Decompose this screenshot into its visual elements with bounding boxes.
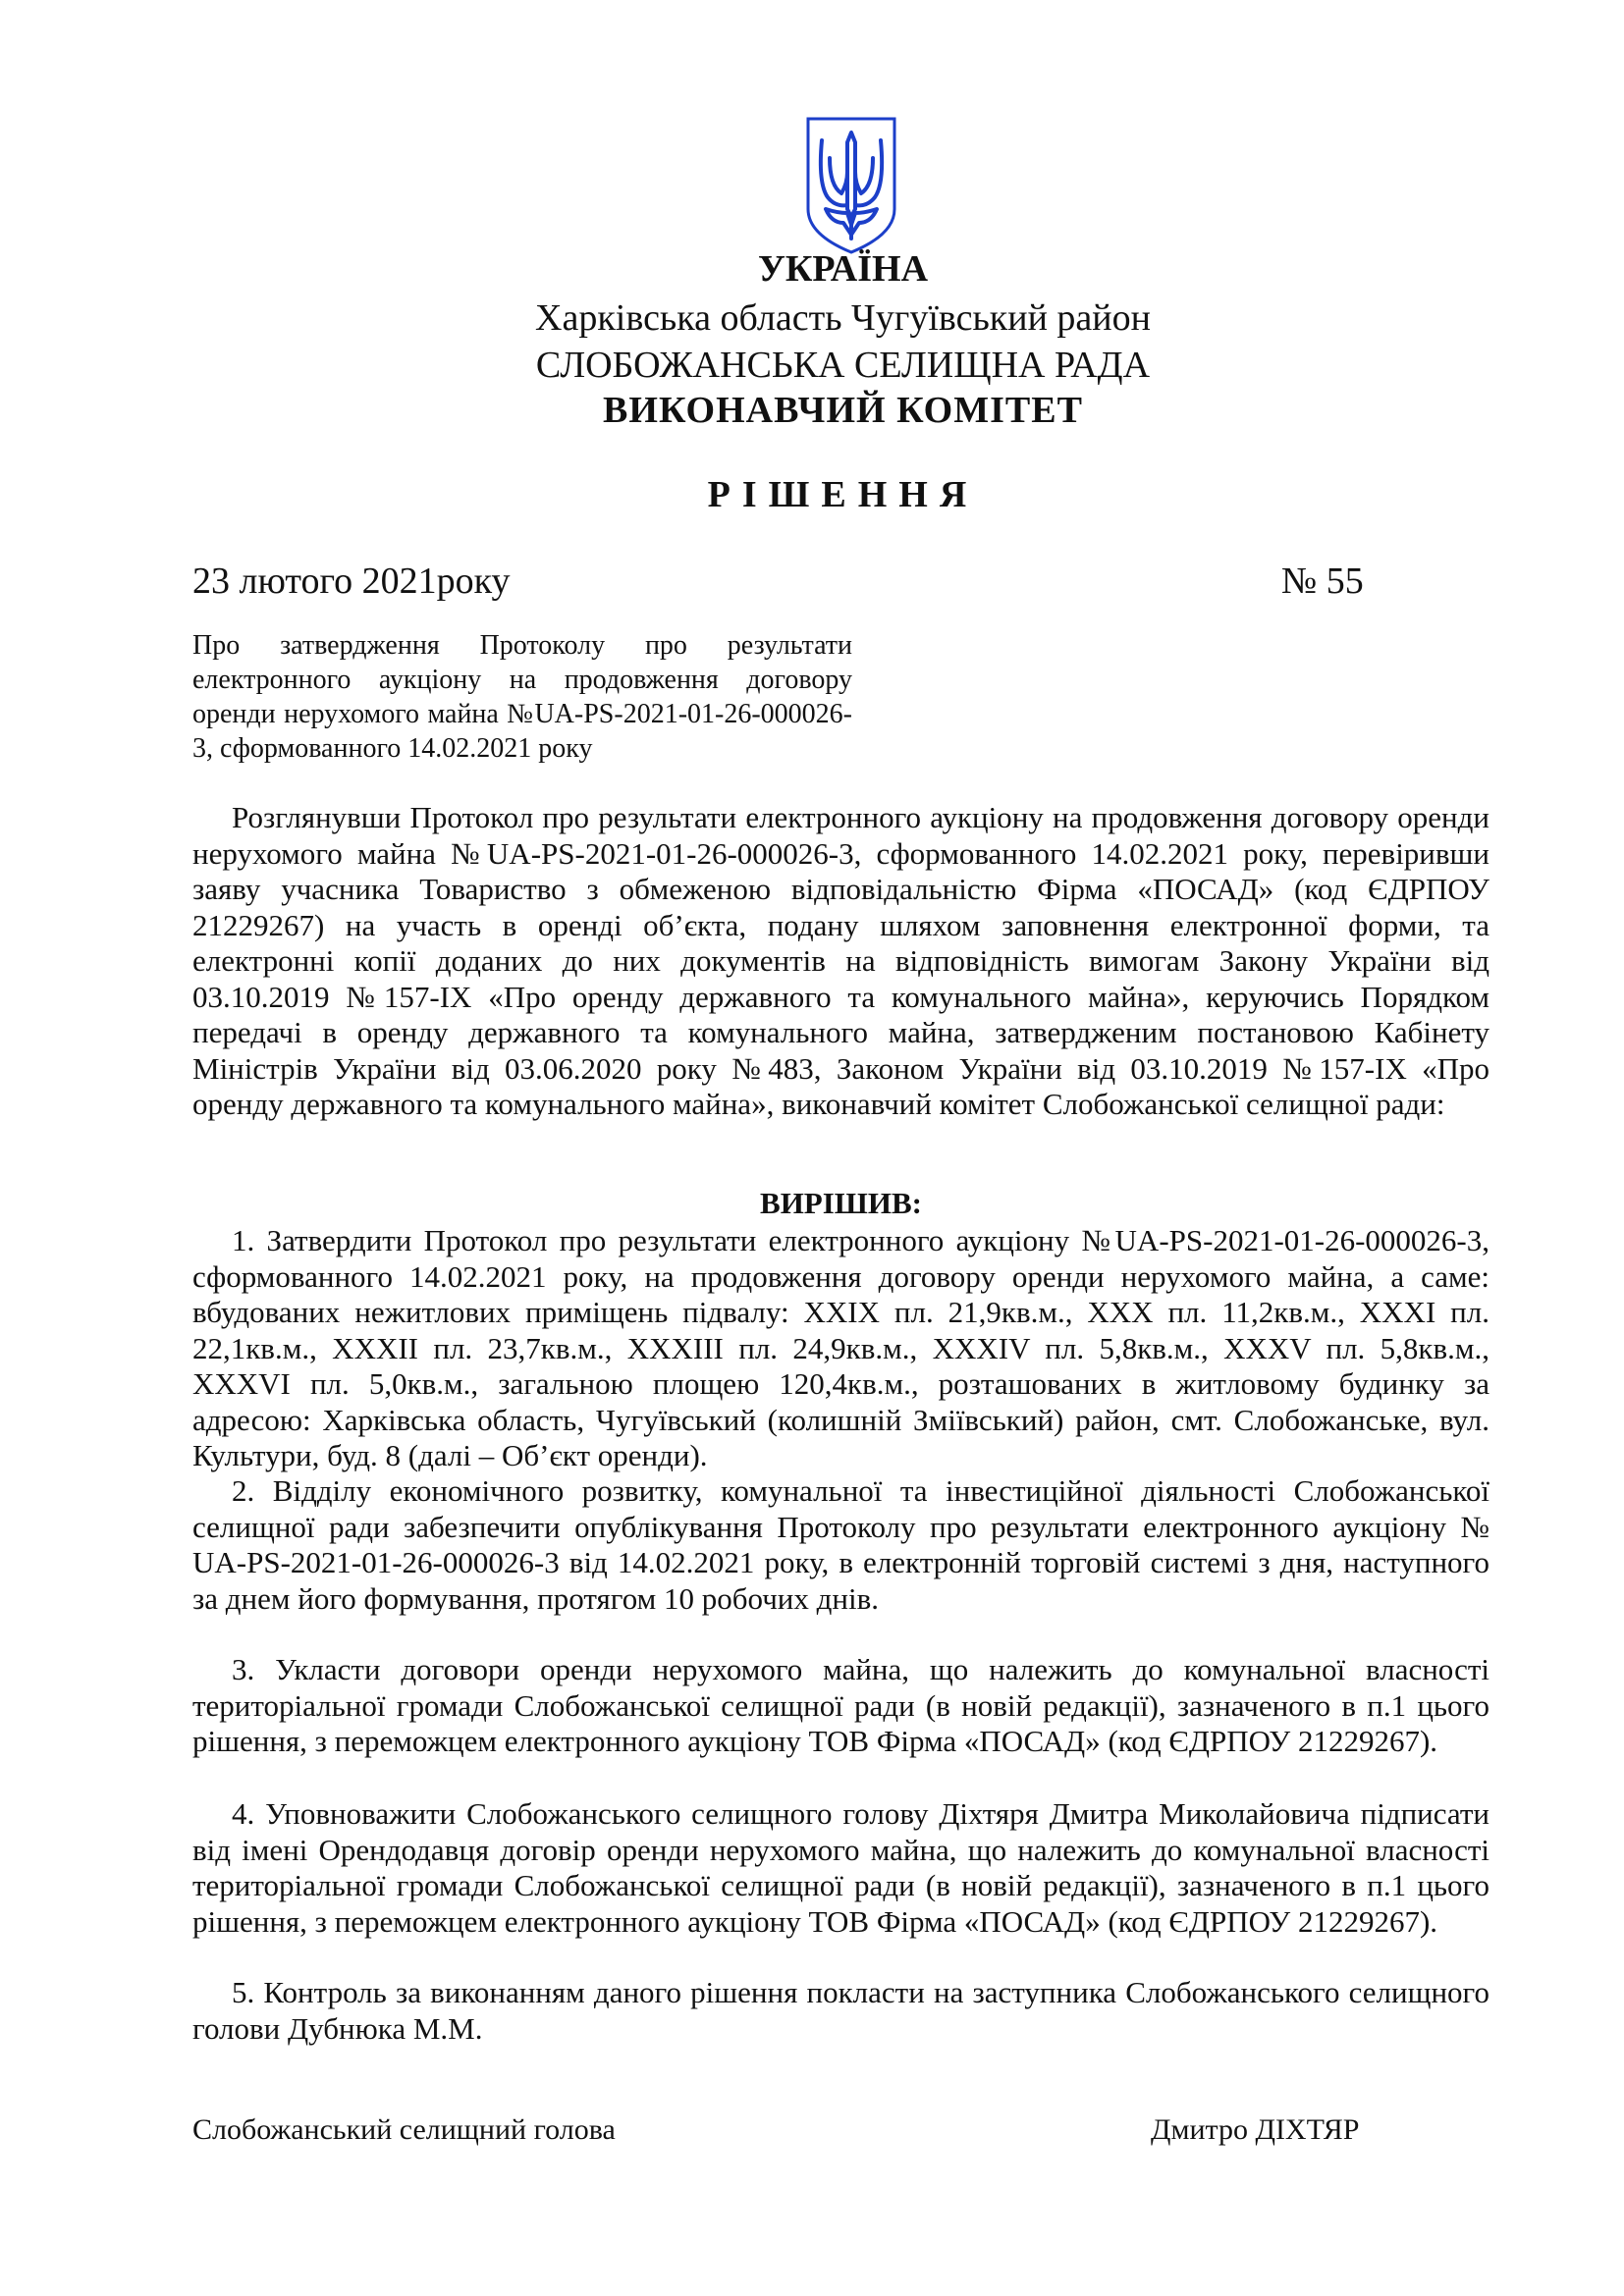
preamble-paragraph: Розглянувши Протокол про результати електронного аукціону на продовження договору оренди нерухомого майна №UA-PS-2021-01-26-000026-3, сформованного 14.02.2021 року, перевіривши заяву учасника Товариство з обмеженою відповідальністю Фірма «ПОСАД» (код ЄДРПОУ 21229267) на участь в оренді об’єкта, подану шляхом заповнення електронної форми, та електронні копії доданих до них документів на відповідність вимогам Закону України від 03.10.2019 №157-IX «Про оренду державного та комунального майна», керуючись Порядком передачі в оренду державного та комунального майна, затвердженим постановою Кабінету Міністрів України від 03.06.2020 року №483, Законом України від 03.10.2019 №157-IX «Про оренду державного та комунального майна», виконавчий комітет Слобожанської селищної ради: xyxy=(192,800,1489,1121)
decision-date: 23 лютого 2021року xyxy=(192,561,511,602)
decision-number: № 55 xyxy=(1281,561,1364,602)
resolved-heading: ВИРІШИВ: xyxy=(760,1186,922,1220)
decision-item: 1. Затвердити Протокол про результати електронного аукціону №UA-PS-2021-01-26-000026-3, сформованного 14.02.2021 року, на продовження договору оренди нерухомого майна, а саме: вбудованих нежитлових приміщень підвалу: XXIX пл. 21,9кв.м., XXX пл. 11,2кв.м., XXXI пл. 22,1кв.м., XXXII пл. 23,7кв.м., XXXIII пл. 24,9кв.м., XXXIV пл. 5,8кв.м., XXXV пл. 5,8кв.м., XXXVI пл. 5,0кв.м., загальною площею 120,4кв.м., розташованих в житловому будинку за адресою: Харківська область, Чугуївський (колишній Зміївський) район, смт. Слобожанське, вул. Культури, буд. 8 (далі – Об’єкт оренди). xyxy=(192,1223,1489,1472)
signatory-name: Дмитро ДІХТЯР xyxy=(1151,2113,1360,2146)
region-heading: Харківська область Чугуївський район xyxy=(535,297,1151,339)
decision-subject: Про затвердження Протоколу про результати електронного аукціону на продовження договору оренди нерухомого майна №UA-PS-2021-01-26-000026-3, сформованного 14.02.2021 року xyxy=(192,630,852,764)
signatory-title: Слобожанський селищний голова xyxy=(192,2113,616,2146)
decision-title: РІШЕННЯ xyxy=(707,474,979,515)
committee-heading: ВИКОНАВЧИЙ КОМІТЕТ xyxy=(603,390,1083,431)
country-heading: УКРАЇНА xyxy=(757,248,929,290)
decision-item: 3. Укласти договори оренди нерухомого майна, що належить до комунальної власності територіальної громади Слобожанської селищної ради (в новій редакції), зазначеного в п.1 цього рішення, з переможцем електронного аукціону ТОВ Фірма «ПОСАД» (код ЄДРПОУ 21229267). xyxy=(192,1652,1489,1758)
decision-item: 2. Відділу економічного розвитку, комунальної та інвестиційної діяльності Слобожанської селищної ради забезпечити опублікування Протоколу про результати електронного аукціону № UA-PS-2021-01-26-000026-3 від 14.02.2021 року, в електронній торговій системі з дня, наступного за днем його формування, протягом 10 робочих днів. xyxy=(192,1473,1489,1616)
decision-item: 4. Уповноважити Слобожанського селищного голову Діхтяря Дмитра Миколайовича підписати від імені Орендодавця договір оренди нерухомого майна, що належить до комунальної власності територіальної громади Слобожанської селищної ради (в новій редакції), зазначеного в п.1 цього рішення, з переможцем електронного аукціону ТОВ Фірма «ПОСАД» (код ЄДРПОУ 21229267). xyxy=(192,1796,1489,1939)
council-heading: СЛОБОЖАНСЬКА СЕЛИЩНА РАДА xyxy=(535,345,1151,386)
coat-of-arms-of-ukraine-icon xyxy=(802,115,900,255)
decision-item: 5. Контроль за виконанням даного рішення покласти на заступника Слобожанського селищного голови Дубнюка М.М. xyxy=(192,1975,1489,2046)
